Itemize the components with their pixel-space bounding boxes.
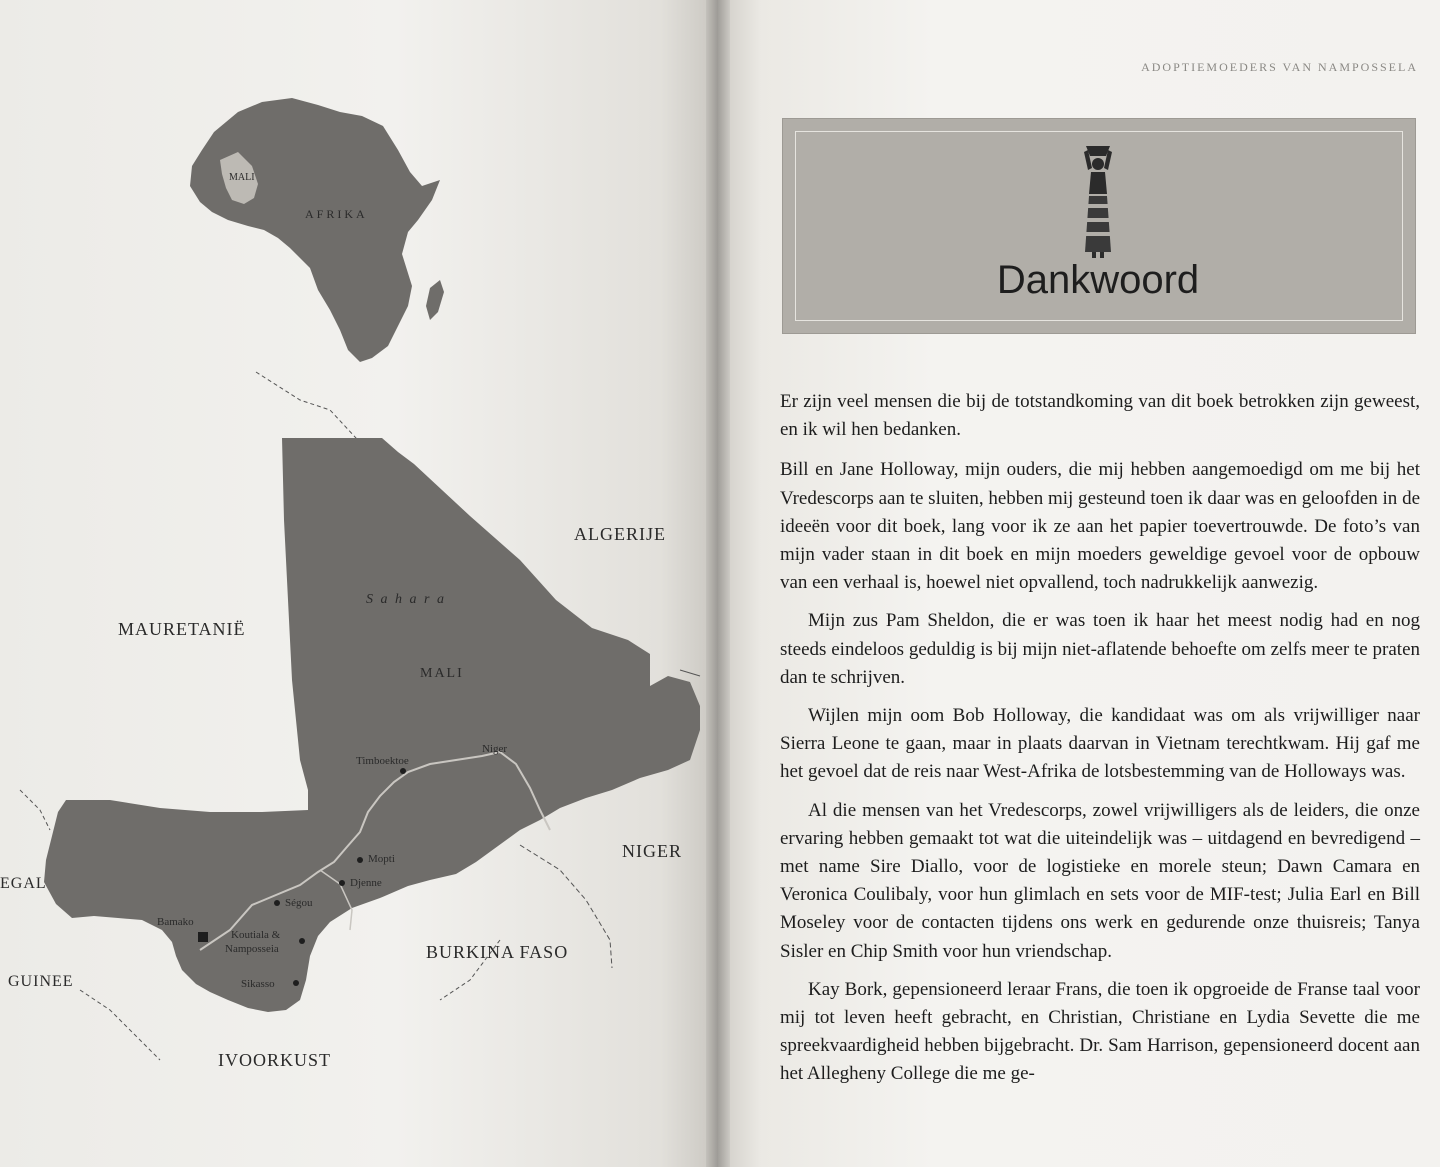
city-bamako: Bamako [157, 916, 194, 928]
label-burkina: BURKINA FASO [426, 942, 569, 962]
label-ivory-coast: IVOORKUST [218, 1050, 332, 1070]
city-namposseia: Namposseia [225, 943, 279, 955]
label-algeria: ALGERIJE [574, 524, 666, 544]
running-head: ADOPTIEMOEDERS VAN NAMPOSSELA [1141, 60, 1418, 74]
city-koutiala: Koutiala & [231, 929, 281, 941]
city-segou: Ségou [285, 897, 313, 909]
mali-map [0, 0, 718, 1167]
book-gutter [706, 0, 730, 1167]
label-mali: MALI [420, 666, 464, 681]
label-guinea: GUINEE [8, 973, 74, 990]
paragraph: Er zijn veel mensen die bij de totstandkoming van dit boek betrokken zijn geweest, en ik wil hen bedanken. [780, 391, 1420, 441]
label-mauritania: MAURETANIË [118, 619, 246, 639]
city-timbuktu: Timboektoe [356, 755, 409, 767]
label-sahara: S a h a r a [366, 592, 446, 607]
inset-label-mali: MALI [229, 172, 255, 183]
paragraph: Wijlen mijn oom Bob Holloway, die kandidaat was om als vrijwilliger naar Sierra Leone te gaan, maar in plaats daarvan in Vietnam terechtkwam. Hij gaf me het gevoel dat de reis naar West-Afrika de lotsbestemming van de Holloways was. [780, 705, 1420, 783]
inset-label-africa: AFRIKA [305, 207, 368, 221]
paragraph: Al die mensen van het Vredescorps, zowel vrijwilligers als de leiders, die onze ervaring hebben gemaakt tot wat die uiteindelijk was – uitdagend en bevredigend – met name Sire Diallo, voor de logistieke en morele steun; Dawn Camara en Veronica Coulibaly, voor hun glimlach en sets voor de MIF-test; Julia Earl en Bill Moseley voor de contacten tijdens ons werk en gedurende onze thuisreis; Tanya Sisler en Chip Smith voor hun vriendschap. [780, 799, 1420, 962]
paragraph: Mijn zus Pam Sheldon, die er was toen ik haar het meest nodig had en nog steeds eindeloos geduldig is bij mijn niet-aflatende behoefte om zelfs meer te praten dan te schrijven. [780, 610, 1420, 688]
city-djenne: Djenne [350, 877, 382, 889]
madagascar [426, 280, 444, 320]
label-river-niger: Niger [482, 743, 508, 755]
africa-continent [190, 98, 440, 362]
label-niger: NIGER [622, 841, 682, 861]
chapter-title: Dankwoord [996, 258, 1200, 302]
acknowledgements-text [780, 388, 1420, 1089]
woman-carrying-basket-icon [1076, 140, 1120, 260]
paragraph: Kay Bork, gepensioneerd leraar Frans, die toen ik opgroeide de Franse taal voor mij tot leven heeft gebracht, en Christian, Christiane en Lydia Sevette die me spreekvaardigheid hebben bijgebracht. Dr. Sam Harrison, gepensioneerd docent aan het Allegheny College die me ge- [780, 978, 1420, 1085]
paragraph: Bill en Jane Holloway, mijn ouders, die mij hebben aangemoedigd om me bij het Vredescorps aan te sluiten, hebben mij gesteund toen ik daar was en geloofden in de ideeën voor dit boek, lang voor ik ze aan het papier toevertrouwde. De foto’s van mijn vader staan in dit boek en mijn moeders geweldige gevoel voor de opbouw van een verhaal is, hoewel niet opvallend, toch nadrukkelijk aanwezig. [780, 459, 1420, 594]
africa-inset-map [190, 98, 444, 362]
city-sikasso: Sikasso [241, 978, 275, 990]
label-senegal: EGAL [0, 875, 47, 892]
city-mopti: Mopti [368, 853, 395, 865]
